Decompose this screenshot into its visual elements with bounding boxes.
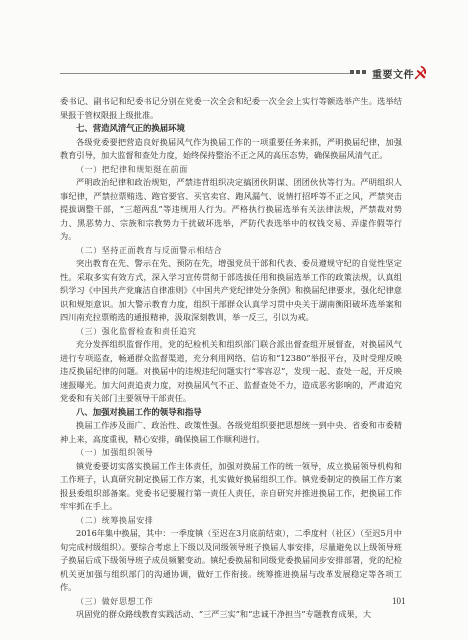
page-header: [0, 64, 468, 84]
body-paragraph: 突出教育在先、警示在先、预防在先，增强党员干部和代表、委员遵规守纪的自觉性坚定性。采取多实有效方式，深入学习宣传贯彻于部选拔任用和换届选举工作的政策法规，认真组织学习《中国共产党廉洁自律准则》《中国共产党纪律处分条例》和换届纪律要求，强化纪律意识和规矩意识。加大警示教育力度，组织干部群众认真学习贯中央关于湖南衡阳破坏选举案和四川南充拉票贿选的通报精神，汲取深刻教训，举一反三，引以为戒。: [60, 258, 402, 322]
subsection-heading: （二）统筹换届安排: [76, 515, 154, 525]
party-emblem-icon: [412, 64, 428, 82]
body-paragraph: 严明政治纪律和政治规矩，严禁违背组织决定搞团伙阴谋、团团伙伙等行为。严明组织人事纪律，严禁拉票贿选、跑官要官、买官卖官、跑风漏气、说情打招呼等不正之风，严禁突击提拔调整干部，“三超两乱”等违规用人行为。严格执行换届选举有关法律法规，严禁裁对势力、黑恶势力、宗族和宗教势力干扰破坏选举，严防代表选举中的权钱交易、弄虚作假等行为。: [60, 177, 402, 241]
subsection-heading: （三）做好思想工作: [76, 596, 154, 606]
document-body: [60, 95, 402, 622]
body-paragraph: 镇党委要切实落实换届工作主体责任，加强对换届工作的统一领导，成立换届领导机构和工作班子，认真研究制定换届工作方案，扎实做好换届组织工作。镇党委制定的换届工作方案报县委组织部备案。党委书记要履行第一责任人责任，亲自研究并推进换届工作，把换届工作牢牢抓在手上。: [60, 460, 402, 511]
page-number: 101: [392, 596, 406, 606]
body-paragraph: 2016年集中换届，其中：一季度镇（至迟在3月底前结束），二季度村（社区）（至迟5月中旬完成村级组织）。要综合考虑上下级以及同级领导班子换届人事安排，尽量避免以上级领导班子换届后成下级领导班子成员频繁变动。镇纪委换届和同级党委换届同步安排部署，党的纪检机关更加强与组织部门的沟通协调，做好工作衔接。统筹推进换届与改革发展稳定等各项工作。: [60, 528, 402, 592]
header-title: 重要文件: [372, 70, 414, 81]
subsection-heading: （一）把纪律和规矩挺在前面: [76, 164, 188, 174]
section-heading: 八、加强对换届工作的领导和指导: [76, 406, 202, 417]
continued-paragraph: 委书记、副书记和纪委书记分别在党委一次全会和纪委一次全会上实行等额选举产生。选举结果报于管权限报上级批准。: [60, 96, 402, 120]
header-decoration: [350, 70, 368, 76]
subsection-heading: （一）加强组织领导: [76, 448, 154, 457]
subsection-heading: （二）坚持正面教育与反面警示相结合: [76, 245, 223, 255]
body-paragraph: 巩固党的群众路线教育实践活动、“三严三实”和“忠诚干净担当”专题教育成果，大: [76, 609, 372, 619]
body-paragraph: 充分发挥组织监督作用，党的纪检机关和组织部门联合派出督查组开展督查，对换届风气进行专项巡查，畅通群众监督渠道，充分利用网络、信访和“12380”举报平台，及时受理反映违反换届纪律的问题。对换届中的违规违纪问题实行“零容忍”，发现一起、查处一起，开反映速报曝光。加大问责追责力度，对换届风气不正、监督查处不力，造成恶劣影响的，严肃追究党委和有关部门主要领导干部责任。: [60, 339, 402, 403]
body-paragraph: 换届工作涉及面广、政治性、政策性强。各级党组织要把思想统一到中央、省委和市委精神上来，高度重视，精心安排，确保换届工作顺利进行。: [60, 420, 402, 444]
body-paragraph: 各级党委要把营造良好换届风气作为换届工作的一项重要任务来抓，严明换届纪律，加强教育引导，加大监督和查处力度，始终保持整治不正之风的高压态势，确保换届风清气正。: [60, 136, 402, 160]
header-rule: [60, 73, 350, 74]
subsection-heading: （三）强化监督检查和责任追究: [76, 326, 197, 336]
section-heading: 七、营造风清气正的换届环境: [76, 123, 185, 133]
